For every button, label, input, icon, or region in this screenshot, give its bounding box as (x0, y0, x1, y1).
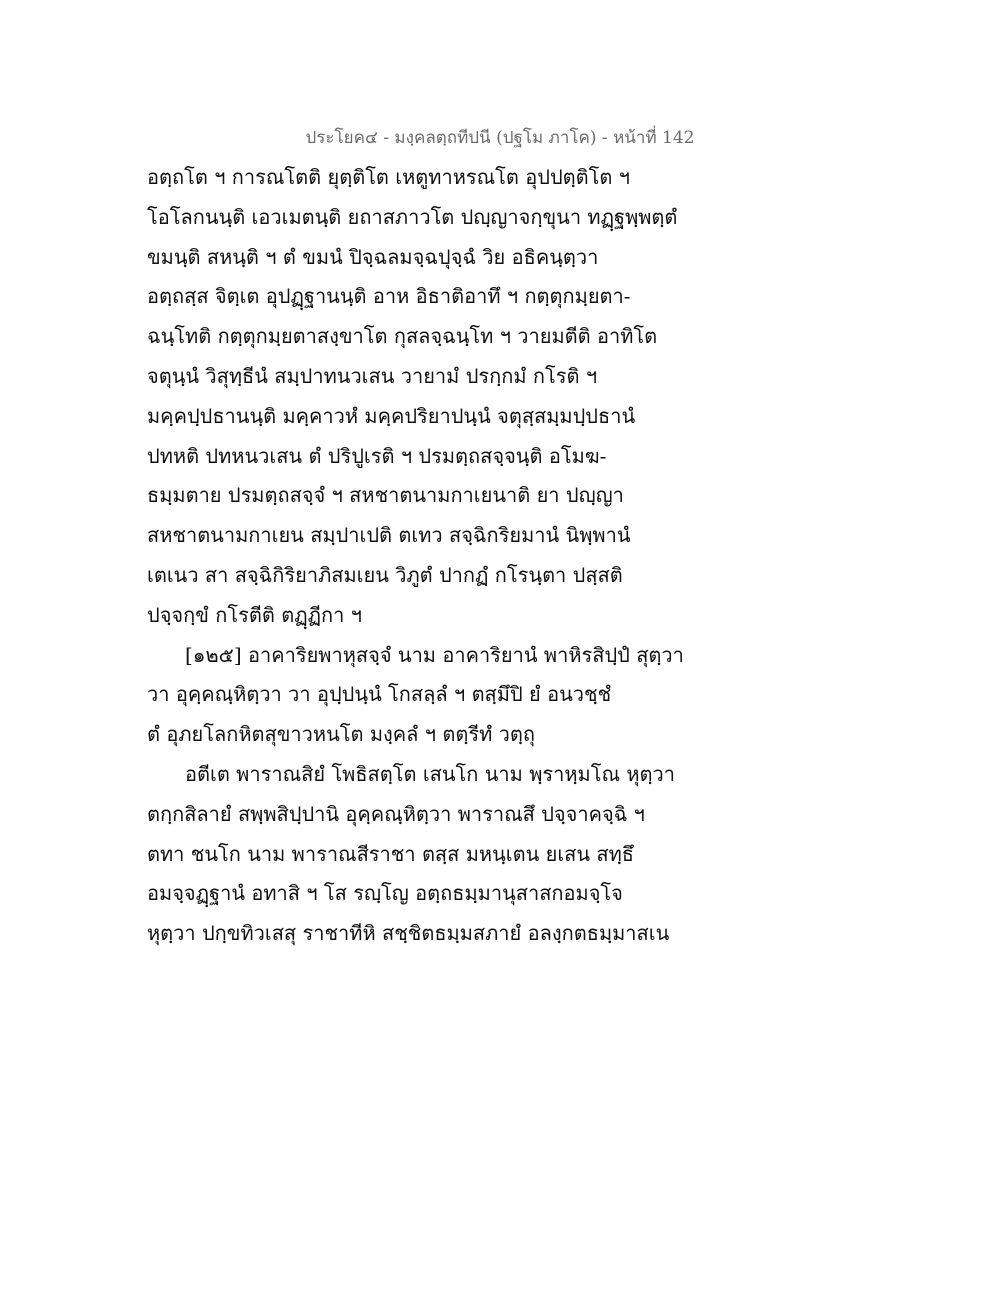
text-line: อตฺถสฺส จิตฺเต อุปฏฺฐานนฺติ อาห อิธาติอาทึ ฯ กตฺตุกมฺยตา- (147, 284, 631, 309)
text-line: [๑๒๕] อาคาริยพาหุสจฺจํ นาม อาคาริยานํ พาหิรสิปฺปํ สุตฺวา (185, 642, 684, 667)
text-line: ปจฺจกฺขํ กโรตีติ ตฏฺฏีกา ฯ (147, 602, 362, 627)
text-line: ตํ อุภยโลกหิตสุขาวหนโต มงฺคลํ ฯ ตตฺรีทํ วตฺถุ (147, 722, 535, 747)
text-line: มคฺคปฺปธานนฺติ มคฺคาวหํ มคฺคปริยาปนฺนํ จตุสฺสมฺมปฺปธานํ (147, 403, 636, 428)
text-line: ปทหติ ปทหนวเสน ตํ ปริปูเรติ ฯ ปรมตฺถสจฺจนฺติ อโมฆ- (147, 443, 607, 468)
text-line: อตีเต พาราณสิยํ โพธิสตฺโต เสนโก นาม พฺราหฺมโณ หุตฺวา (185, 761, 675, 786)
text-line: หุตฺวา ปกฺขทิวเสสุ ราชาทีหิ สชฺชิตธมฺมสภายํ อลงฺกตธมฺมาสเน (147, 921, 670, 946)
text-line: อตฺถโต ฯ การณโตติ ยุตฺติโต เหตูทาหรณโต อุปปตฺติโต ฯ (147, 165, 630, 189)
text-line: ธมฺมตาย ปรมตฺถสจฺจํ ฯ สหชาตนามกาเยนาติ ยา ปญฺญา (147, 483, 624, 508)
text-line: อมจฺจฏฺฐานํ อทาสิ ฯ โส รญฺโญ อตฺถธมฺมานุสาสกอมจฺโจ (147, 881, 623, 906)
text-line: ขมนฺติ สหนฺติ ฯ ตํ ขมนํ ปิจฺฉลมจฺฉปุจฺฉํ วิย อธิคนฺตฺวา (147, 244, 599, 269)
text-line: สหชาตนามกาเยน สมฺปาเปติ ตเทว สจฺฉิกริยมานํ นิพฺพานํ (147, 523, 631, 548)
text-line: วา อุคฺคณฺหิตฺวา วา อุปฺปนฺนํ โกสลฺลํ ฯ ตสฺมึปิ ยํ อนวชฺชํ (147, 682, 612, 707)
text-line: ฉนฺโทติ กตฺตุกมฺยตาสงฺขาโต กุสลจฺฉนฺโท ฯ วายมตีติ อาทิโต (147, 324, 658, 349)
text-line: ตทา ชนโก นาม พาราณสีราชา ตสฺส มหนฺเตน ยเสน สทฺธึ (147, 841, 634, 866)
text-line: ตกฺกสิลายํ สพฺพสิปฺปานิ อุคฺคณฺหิตฺวา พาราณสึ ปจฺจาคจฺฉิ ฯ (147, 801, 645, 826)
running-header: ประโยค๔ - มงฺคลตฺถทีปนี (ปฐโม ภาโค) - หน้าที่ 142 (305, 128, 695, 148)
text-line: โอโลกนนฺติ เอวเมตนฺติ ยถาสภาวโต ปญฺญาจกฺขุนา ทฏฺฐพฺพตฺตํ (147, 204, 678, 229)
text-line: จตุนฺนํ วิสุทฺธีนํ สมฺปาทนวเสน วายามํ ปรกฺกมํ กโรติ ฯ (147, 363, 598, 388)
text-line: เตเนว สา สจฺฉิกิริยาภิสมเยน วิภูตํ ปากฏํ กโรนฺตา ปสฺสติ (147, 562, 623, 587)
body-text (147, 158, 707, 954)
